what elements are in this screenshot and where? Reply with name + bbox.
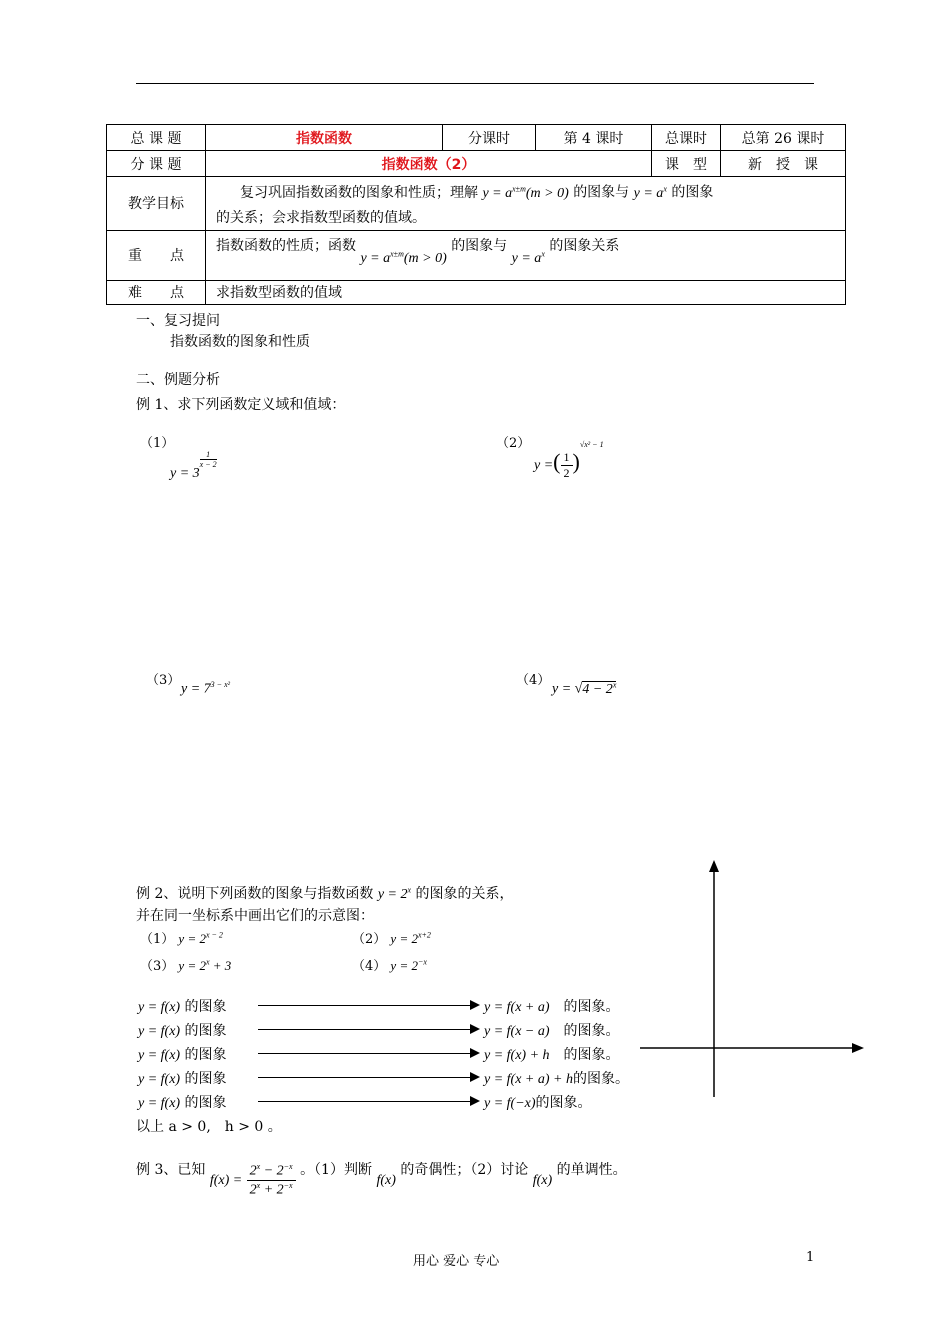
footer-motto: 用心 爱心 专心: [413, 1254, 500, 1269]
section-examples-heading: 二、例题分析: [136, 372, 220, 388]
ex1-item1-formula: y = 3 $\frac{1}{x - 2}$: [170, 450, 217, 481]
total-lessons-value: 总第 26 课时: [721, 125, 846, 151]
sub-lesson-label: 分课时: [443, 125, 536, 151]
objectives-label: 教学目标: [107, 177, 206, 231]
transform-arrow: [258, 1005, 478, 1006]
lesson-info-table: [106, 124, 846, 305]
ex2-item2: （2） $y = 2^{x+2}$: [352, 930, 431, 947]
ex2-item4: （4） $y = 2^{-x}$: [352, 957, 427, 974]
transform-arrow: [258, 1077, 478, 1078]
coordinate-axes: [600, 852, 870, 1102]
section-review-item: 指数函数的图象和性质: [170, 334, 310, 350]
objective-formula-2: $y = a^x$: [633, 184, 667, 201]
key-point-label: 重 点: [107, 230, 206, 280]
header-rule: [136, 83, 814, 84]
total-topic-title: 指数函数: [206, 125, 443, 151]
transform-row: y = f(x) 的图象: [138, 1023, 227, 1039]
transform-arrow: [258, 1101, 478, 1102]
transform-result: y = f(x + a) + h的图象。: [484, 1071, 629, 1087]
ex1-item3-formula: $y = 7^{3 - x^2}$: [181, 680, 231, 697]
ex3-formula: $\frac{2^x - 2^{-x}}{2^x + 2^{-x}}$: [247, 1162, 296, 1198]
lesson-type-value: 新 授 课: [721, 151, 846, 177]
sub-topic-label: 分 课 题: [107, 151, 206, 177]
difficulty-text: 求指数型函数的值域: [206, 280, 846, 304]
example3: 例 3、已知 f(x) = $\frac{2^x - 2^{-x}}{2^x + 2^{-x}}$ 。（1）判断 f(x) 的奇偶性；（2）讨论 f(x) 的单调性。: [136, 1162, 627, 1198]
transform-row: y = f(x) 的图象: [138, 999, 227, 1015]
total-topic-label: 总 课 题: [107, 125, 206, 151]
x-axis-arrow-icon: [852, 1043, 864, 1053]
sub-topic-title: 指数函数（2）: [206, 151, 652, 177]
ex2-base-formula: $y = 2^x$: [377, 885, 412, 902]
ex1-item3-label: （3）: [146, 673, 181, 688]
ex1-item4-label: （4）: [516, 673, 551, 688]
key-point-text: 指数函数的性质；函数 $y = a^{x\pm m}(m > 0)$ 的图象与 $y = a^x$ 的图象关系: [206, 230, 846, 280]
transform-row: y = f(x) 的图象: [138, 1095, 227, 1111]
example2-note: 以上 a > 0, h > 0 。: [136, 1119, 282, 1135]
objective-formula-1: $y = a^{x\pm m}(m > 0)$: [482, 184, 569, 201]
ex2-item1: （1） $y = 2^{x - 2}$: [140, 930, 223, 947]
transform-result: y = f(x) + h 的图象。: [484, 1047, 620, 1063]
example1-title: 例 1、求下列函数定义域和值域：: [136, 397, 346, 413]
page-number: 1: [806, 1250, 815, 1265]
section-review-heading: 一、复习提问: [136, 313, 220, 329]
lesson-type-label: 课 型: [652, 151, 721, 177]
transform-result: y = f(x + a) 的图象。: [484, 999, 620, 1015]
sub-lesson-value: 第 4 课时: [536, 125, 652, 151]
transform-row: y = f(x) 的图象: [138, 1071, 227, 1087]
transform-arrow: [258, 1053, 478, 1054]
total-lessons-label: 总课时: [652, 125, 721, 151]
ex1-item2-formula: y =( $\frac{1}{2}$ )$^{√x^2 - 1}$: [534, 440, 604, 481]
transform-result: y = f(−x)的图象。: [484, 1095, 592, 1111]
key-formula-2: $y = a^x$: [511, 249, 545, 266]
ex1-item2-label: （2）: [496, 436, 531, 451]
difficulty-label: 难 点: [107, 280, 206, 304]
transform-row: y = f(x) 的图象: [138, 1047, 227, 1063]
ex2-item3: （3） $y = 2^x + 3$: [140, 957, 232, 974]
example2-title-line2: 并在同一坐标系中画出它们的示意图：: [136, 908, 374, 924]
y-axis-arrow-icon: [709, 860, 719, 872]
ex1-item4-formula: $y = √4 - 2^x$: [552, 680, 617, 697]
objectives-text: 复习巩固指数函数的图象和性质；理解 $y = a^{x\pm m}(m > 0)$ 的图象与 $y = a^x$ 的图象 的关系；会求指数型函数的值域。: [206, 177, 846, 231]
ex1-item1-label: （1）: [140, 436, 175, 451]
ex3-fx-label: f(x) =: [209, 1173, 243, 1189]
transform-result: y = f(x − a) 的图象。: [484, 1023, 620, 1039]
example2-title: 例 2、说明下列函数的图象与指数函数 $y = 2^x$ 的图象的关系，: [136, 885, 514, 902]
key-formula-1: $y = a^{x\pm m}(m > 0)$: [360, 249, 447, 266]
transform-arrow: [258, 1029, 478, 1030]
